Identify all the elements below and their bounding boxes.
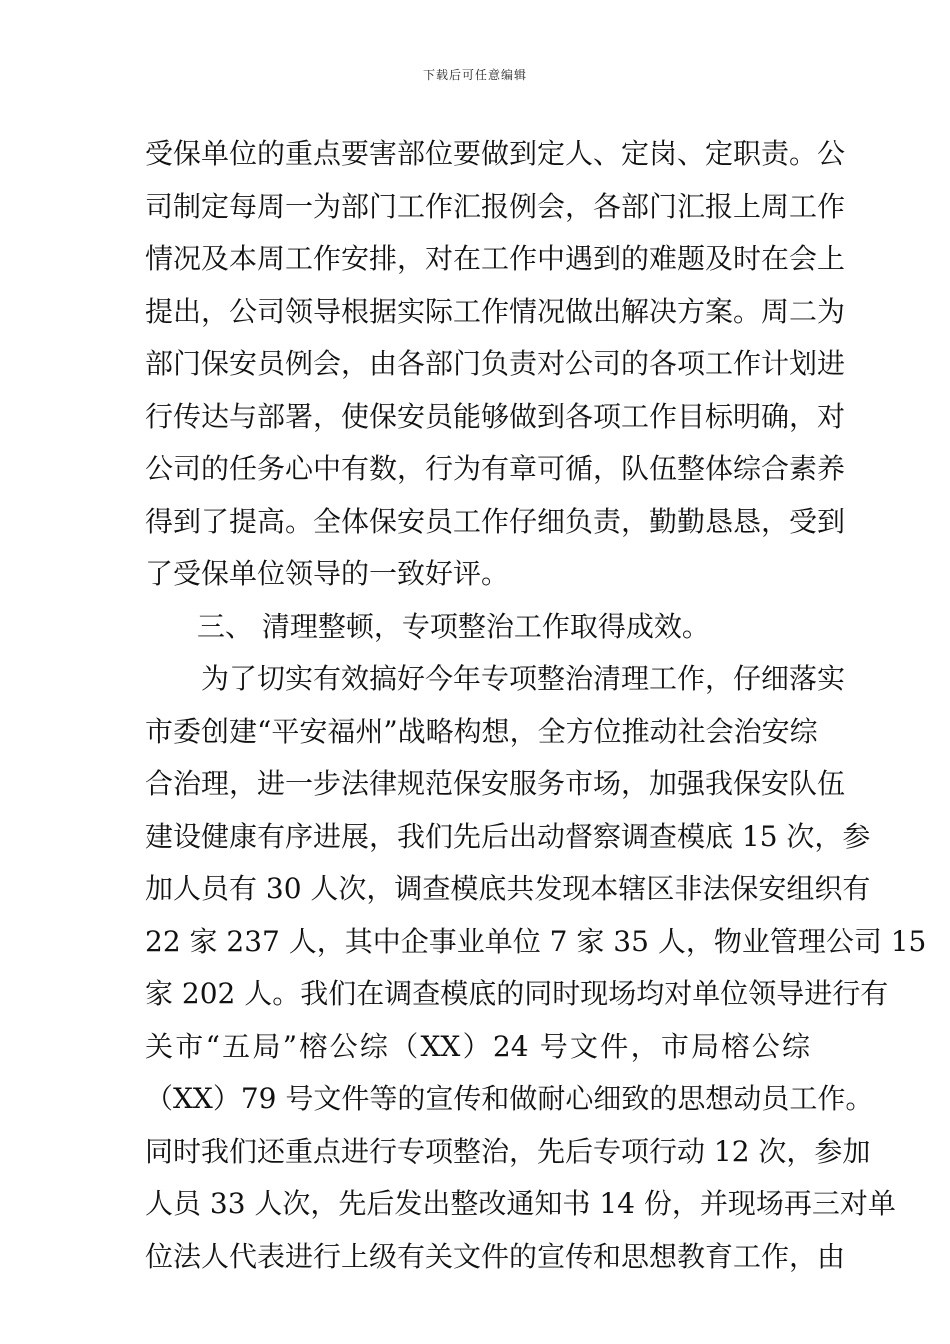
text-line: 行传达与部署，使保安员能够做到各项工作目标明确，对 (145, 399, 846, 433)
text-line: 为了切实有效搞好今年专项整治清理工作，仔细落实 (201, 662, 846, 695)
text-line: 市委创建“平安福州”战略构想，全方位推动社会治安综 (145, 714, 818, 748)
text-line: 得到了提高。全体保安员工作仔细负责，勤勤恳恳，受到 (145, 504, 846, 538)
text-line: 建设健康有序进展，我们先后出动督察调查模底 15 次，参 (145, 819, 871, 853)
text-line: 家 202 人。我们在调查模底的同时现场均对单位领导进行有 (145, 977, 889, 1010)
text-line: 情况及本周工作安排，对在工作中遇到的难题及时在会上 (145, 242, 846, 275)
text-line: 受保单位的重点要害部位要做到定人、定岗、定职责。公 (145, 137, 846, 170)
text-line: 公司的任务心中有数，行为有章可循，队伍整体综合素养 (145, 452, 846, 485)
text-line: 合治理，进一步法律规范保安服务市场，加强我保安队伍 (145, 767, 846, 800)
text-line: 提出，公司领导根据实际工作情况做出解决方案。周二为 (145, 294, 846, 328)
text-line: 司制定每周一为部门工作汇报例会，各部门汇报上周工作 (145, 189, 846, 223)
text-line: 关市“五局”榕公综（XX）24 号文件，市局榕公综 (145, 1029, 810, 1063)
text-line: 22 家 237 人，其中企事业单位 7 家 35 人，物业管理公司 15 (145, 924, 927, 958)
page-header: 下载后可任意编辑 (422, 68, 527, 82)
text-line: 位法人代表进行上级有关文件的宣传和思想教育工作，由 (145, 1239, 846, 1273)
section-heading: 三、 清理整顿，专项整治工作取得成效。 (197, 609, 710, 643)
text-line: 人员 33 人次，先后发出整改通知书 14 份，并现场再三对单 (145, 1187, 896, 1220)
document-body (145, 128, 927, 1283)
text-line: 同时我们还重点进行专项整治，先后专项行动 12 次，参加 (145, 1134, 871, 1168)
text-line: 部门保安员例会，由各部门负责对公司的各项工作计划进 (145, 347, 846, 380)
text-line: （XX）79 号文件等的宣传和做耐心细致的思想动员工作。 (145, 1082, 874, 1115)
text-line: 了受保单位领导的一致好评。 (145, 557, 510, 590)
text-line: 加人员有 30 人次，调查模底共发现本辖区非法保安组织有 (145, 872, 871, 905)
